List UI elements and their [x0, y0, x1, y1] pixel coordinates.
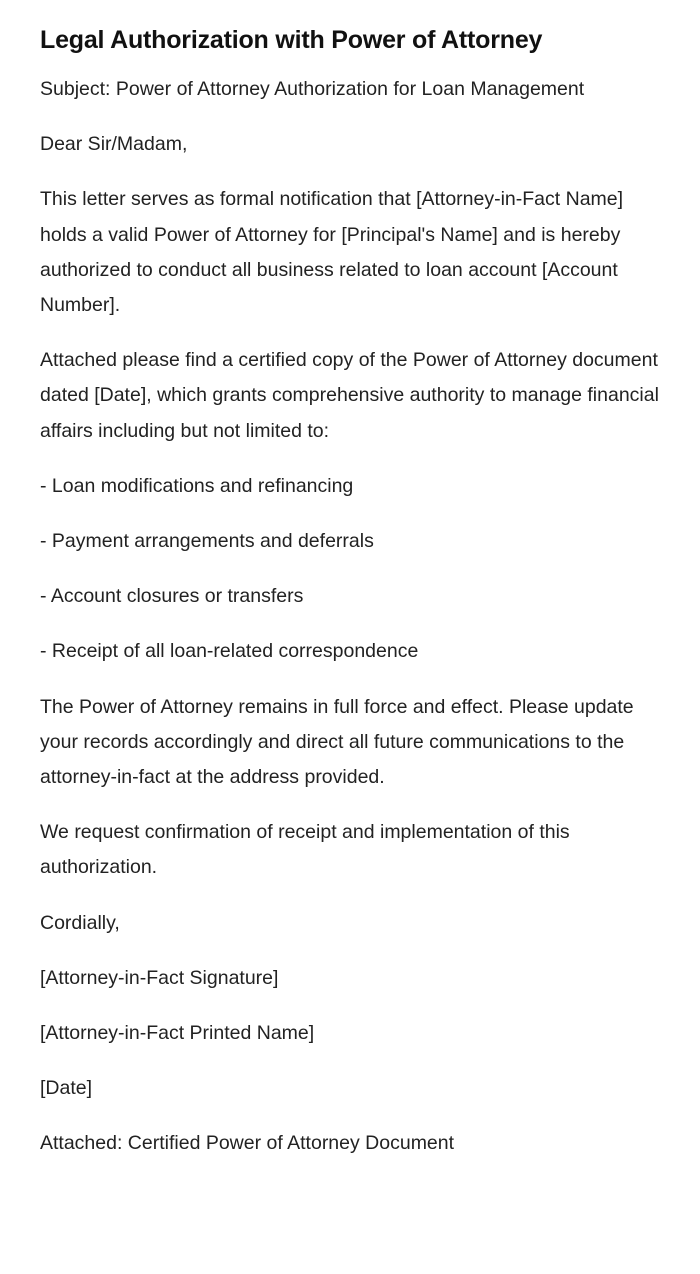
- salutation: Dear Sir/Madam,: [40, 133, 188, 156]
- list-item: - Account closures or transfers: [40, 585, 304, 608]
- date-line: [Date]: [40, 1077, 93, 1100]
- printed-name-line: [Attorney-in-Fact Printed Name]: [40, 1022, 315, 1045]
- list-item: - Receipt of all loan-related correspondence: [40, 640, 419, 663]
- closing: Cordially,: [40, 911, 120, 934]
- confirmation-request-paragraph: We request confirmation of receipt and implementation of this authorization.: [40, 821, 570, 879]
- document-title: Legal Authorization with Power of Attorney: [40, 26, 543, 54]
- notification-paragraph: This letter serves as formal notification that [Attorney-in-Fact Name] holds a valid Power of Attorney for [Principal's Name] and is hereby authorized to conduct all business related to loan account [Account Number].: [40, 188, 624, 317]
- validity-paragraph: The Power of Attorney remains in full force and effect. Please update your records accordingly and direct all future communications to the attorney-in-fact at the address provided.: [40, 695, 634, 789]
- attachment-line: Attached: Certified Power of Attorney Document: [40, 1132, 455, 1155]
- list-item: - Loan modifications and refinancing: [40, 474, 354, 497]
- attachment-description-paragraph: Attached please find a certified copy of the Power of Attorney document dated [Date], which grants comprehensive authority to manage financial affairs including but not limited to:: [40, 349, 659, 442]
- list-item: - Payment arrangements and deferrals: [40, 530, 374, 553]
- signature-line: [Attorney-in-Fact Signature]: [40, 966, 279, 989]
- subject-line: Subject: Power of Attorney Authorization for Loan Management: [40, 78, 585, 100]
